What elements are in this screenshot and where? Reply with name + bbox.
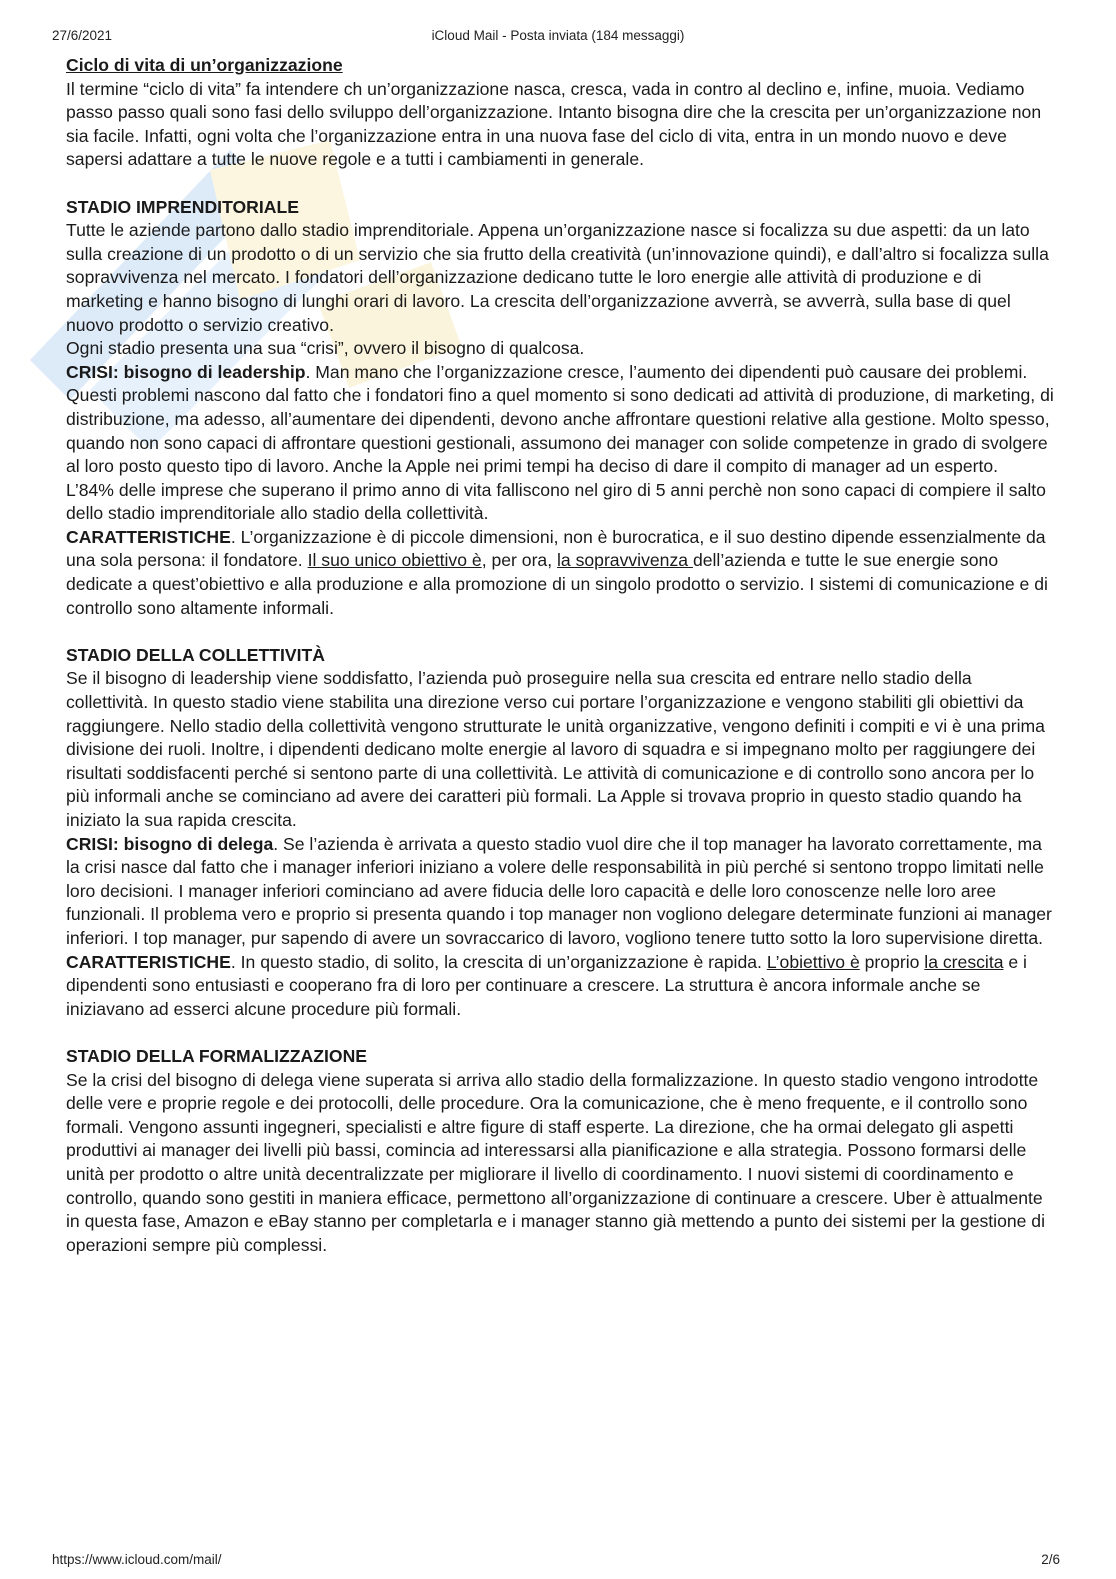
document-title: Ciclo di vita di un’organizzazione — [66, 55, 343, 75]
paragraph: Ogni stadio presenta una sua “crisi”, ovvero il bisogno di qualcosa. — [66, 338, 585, 359]
header-title: iCloud Mail - Posta inviata (184 messaggi) — [431, 28, 685, 43]
text-span: dell’azienda e tutte le sue energie sono dedicate a quest’obiettivo e alla produzione e alla promozione di un singolo prodotto o servizio. I sistemi di comunicazione e di controllo sono altamente informali. — [66, 550, 1048, 618]
crisis-label: CRISI: bisogno di delega — [66, 833, 274, 854]
underlined-text: L’obiettivo è — [766, 951, 860, 972]
text-span: . L’organizzazione è di piccole dimensioni, non è burocratica, e il suo destino dipende essenzialmente da una sola persona: il fondatore. — [66, 526, 1046, 571]
crisis-text: . Man mano che l’organizzazione cresce, l’aumento dei dipendenti può causare dei problemi. Questi problemi nascono dal fatto che i fondatori fino a quel momento si sono dedicati ad attività di produzione, di marketing, di distribuzione, ma adesso, all’aumentare dei dipendenti, devono anche affrontare questioni relative alla gestione. Molto spesso, quando non sono capaci di affrontare questioni gestionali, assumono dei manager con solide competenze in grado di svolgere al loro posto questo tipo di lavoro. Anche la Apple nei primi tempi ha deciso di dare il compito di manager ad un esperto. — [66, 361, 1054, 477]
underlined-text: la sopravvivenza — [557, 550, 693, 571]
intro-paragraph: Il termine “ciclo di vita” fa intendere ch un’organizzazione nasca, cresca, vada in contro al declino e, infine, muoia. Vediamo passo passo quali sono fasi dello sviluppo dell’organizzazione. Intanto bisogna dire che la crescita per un’organizzazione non sia facile. Infatti, ogni volta che l’organizzazione entra in una nuova fase del ciclo di vita, entra in un mondo nuovo e deve sapersi adattare a tutte le nuove regole e a tutti i cambiamenti in generale. — [66, 78, 1042, 170]
text-span: proprio — [859, 951, 925, 972]
paragraph: Tutte le aziende partono dallo stadio imprenditoriale. Appena un’organizzazione nasce si focalizza su due aspetti: da un lato sulla creazione di un prodotto o di un servizio che sia frutto della creatività (un’innovazione quindi), e dall’altro si focalizza sulla sopravvivenza nel mercato. I fondatori dell’organizzazione dedicano tutte le loro energie alle attività di produzione e di marketing e hanno bisogno di lunghi orari di lavoro. La crescita dell’organizzazione avverrà, se avverrà, sulla base di quel nuovo prodotto o servizio creativo. — [66, 220, 1049, 335]
document-body — [66, 54, 1056, 1257]
characteristics-paragraph — [66, 526, 1056, 620]
text-span: , per ora, — [481, 550, 557, 571]
section-heading-formalizzazione: STADIO DELLA FORMALIZZAZIONE — [66, 1045, 368, 1066]
crisis-text: . Se l’azienda è arrivata a questo stadio vuol dire che il top manager ha lavorato correttamente, ma la crisi nasce dal fatto che i manager inferiori iniziano a volere delle responsabilità in più perché si sentono troppo limitati nelle loro decisioni. I manager inferiori cominciano ad avere fiducia delle loro capacità e delle loro conoscenze nelle loro aree funzionali. Il problema vero e proprio si presenta quando i top manager non vogliono delegare determinate funzioni ai manager inferiori. I top manager, pur sapendo di avere un sovraccarico di lavoro, vogliono tenere tutto sotto la loro supervisione diretta. — [66, 833, 1052, 948]
paragraph: Se la crisi del bisogno di delega viene superata si arriva allo stadio della formalizzazione. In questo stadio vengono introdotte delle vere e proprie regole e dei protocolli, delle procedure. Ora la comunicazione, che è meno frequente, e il controllo sono formali. Vengono assunti ingegneri, specialisti e altre figure di staff esperte. La direzione, che ha ormai delegato gli aspetti produttivi ai manager dei livelli più bassi, comincia ad interessarsi alla pianificazione e alla strategia. Possono formarsi delle unità per prodotto o altre unità decentralizzate per migliorare il livello di coordinamento. I nuovi sistemi di coordinamento e controllo, quando sono gestiti in maniera efficace, permettono all’organizzazione di continuare a crescere. Uber è attualmente in questa fase, Amazon e eBay stanno per completarla e i manager stanno già mettendo a punto dei sistemi per la gestione di operazioni sempre più complessi. — [66, 1069, 1046, 1255]
footer-url: https://www.icloud.com/mail/ — [52, 1552, 222, 1567]
text-span: e i dipendenti sono entusiasti e cooperano fra di loro per continuare a crescere. La struttura è ancora informale anche se iniziavano ad esserci alcune procedure più formali. — [66, 951, 1027, 1019]
characteristics-paragraph — [66, 951, 1056, 1022]
characteristics-label: CARATTERISTICHE — [66, 951, 231, 972]
underlined-text: Il suo unico obiettivo è — [307, 550, 482, 571]
section-heading-imprenditoriale: STADIO IMPRENDITORIALE — [66, 196, 299, 217]
text-span: . In questo stadio, di solito, la crescita di un’organizzazione è rapida. — [230, 951, 767, 972]
crisis-paragraph — [66, 361, 1056, 479]
header-date: 27/6/2021 — [52, 28, 113, 43]
paragraph: Se il bisogno di leadership viene soddisfatto, l’azienda può proseguire nella sua crescita ed entrare nello stadio della collettività. In questo stadio viene stabilita una direzione verso cui portare l’organizzazione e vengono stabiliti gli obiettivi da raggiungere. Nello stadio della collettività vengono strutturate le unità organizzative, vengono definiti i compiti e vi è una prima divisione dei ruoli. Inoltre, i dipendenti dedicano molte energie al lavoro di squadra e si impegnano molto per raggiungere dei risultati soddisfacenti perché si sentono parte di una collettività. Le attività di comunicazione e di controllo sono ancora per lo più informali anche se cominciano ad avere dei caratteri più formali. La Apple si trovava proprio in questo stadio quando ha iniziato la sua rapida crescita. — [66, 668, 1045, 830]
crisis-label: CRISI: bisogno di leadership — [66, 361, 306, 382]
characteristics-label: CARATTERISTICHE — [66, 526, 231, 547]
footer-page-number: 2/6 — [1041, 1552, 1060, 1567]
underlined-text: la crescita — [924, 951, 1004, 972]
section-heading-collettivita: STADIO DELLA COLLETTIVITÀ — [66, 644, 326, 665]
crisis-paragraph — [66, 833, 1056, 951]
paragraph: L’84% delle imprese che superano il primo anno di vita falliscono nel giro di 5 anni perchè non sono capaci di compiere il salto dello stadio imprenditoriale allo stadio della collettività. — [66, 479, 1046, 524]
